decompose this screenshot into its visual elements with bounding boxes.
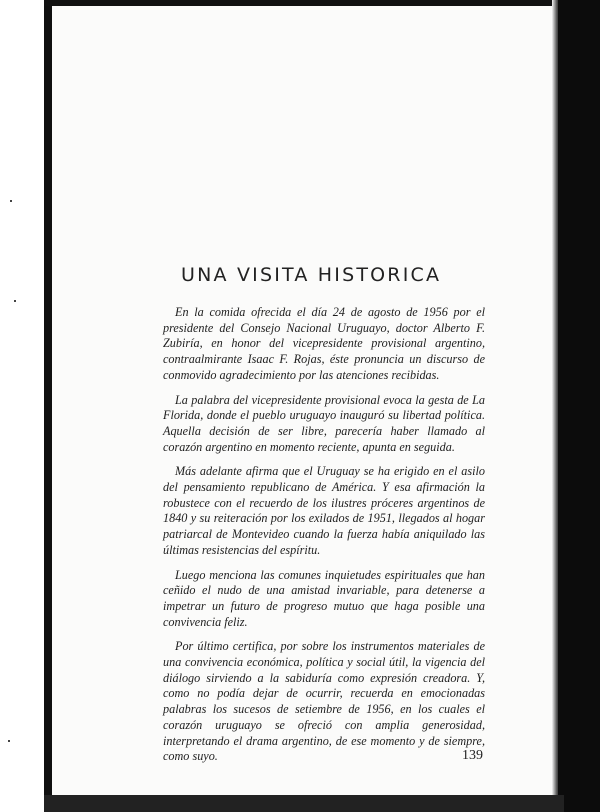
paragraph: Por último certifica, por sobre los instrumentos materiales de una convivencia económica, política y social útil, la vigencia del diálogo sirviendo a la sabiduría como expresión creadora. Y, como no podía dejar de ocurrir, recuerda en emocionadas palabras los sucesos de setiembre de 1956, en los cuales el corazón uruguayo se ofreció con amplia generosidad, interpretando el drama argentino, de ese momento y de siempre, como suyo.	[163, 639, 485, 764]
bottom-scan-edge	[44, 795, 564, 812]
paragraph: Luego menciona las comunes inquietudes espirituales que han ceñido el nudo de una amistad invariable, para detenerse a impetrar un futuro de progreso mutuo que haga posible una convivencia feliz.	[163, 567, 485, 629]
paragraph: Más adelante afirma que el Uruguay se ha erigido en el asilo del pensamiento republicano de América. Y esa afirmación la robustece con el recuerdo de los ilustres próceres argentinos de 1840 y su reiteración por los exilados de 1951, llegados al hogar patriarcal de Montevideo cuando la fuerza había aniquilado las últimas resistencias del espíritu.	[163, 464, 485, 557]
left-scan-edge	[44, 0, 52, 812]
page-title: UNA VISITA HISTORICA	[181, 264, 442, 286]
right-scan-edge	[558, 0, 600, 812]
margin-speck	[14, 300, 16, 302]
paragraph: En la comida ofrecida el día 24 de agosto de 1956 por el presidente del Consejo Nacional Uruguayo, doctor Alberto F. Zubiría, en honor del vicepresidente provisional argentino, contraalmirante Isaac F. Rojas, éste pronuncia un discurso de conmovido agradecimiento por las atenciones recibidas.	[163, 305, 485, 382]
paragraph: La palabra del vicepresidente provisional evoca la gesta de La Florida, donde el pueblo uruguayo inauguró su libertad política. Aquella decisión de ser libre, parecería haber llamado al corazón argentino en momento reciente, apunta en seguida.	[163, 392, 485, 454]
margin-speck	[8, 740, 10, 742]
body-text	[163, 305, 485, 774]
page-number: 139	[462, 748, 483, 763]
margin-speck	[10, 200, 12, 202]
